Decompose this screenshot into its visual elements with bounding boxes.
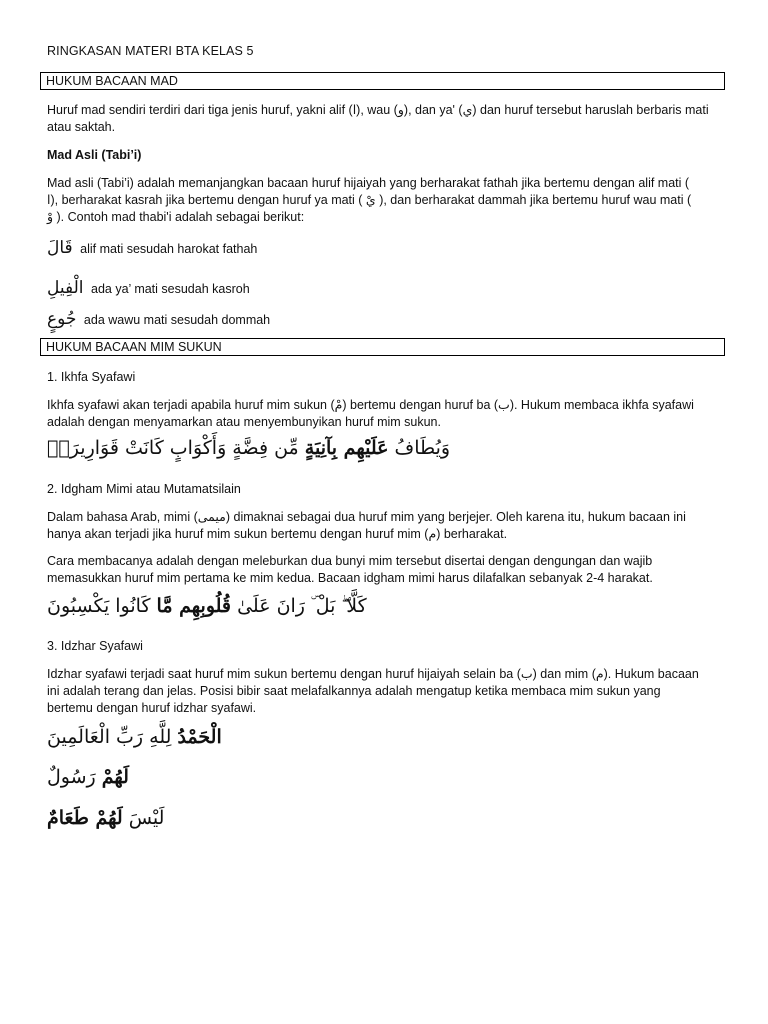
idzhar-example-1 [47, 726, 222, 748]
mad-intro-paragraph: Huruf mad sendiri terdiri dari tiga jenis huruf, yakni alif (ا), wau (و), dan ya' (ي) dan huruf tersebut haruslah berbaris mati atau saktah. [47, 103, 709, 134]
example-label: ada ya’ mati sesudah kasroh [91, 282, 250, 296]
phrase-part: رَسُولٌ [47, 766, 96, 788]
paragraph-line: Ikhfa syafawi akan terjadi apabila huruf mim sukun (مْ) bertemu dengan huruf ba (ب). Hukum membaca ikhfa syafawi [47, 398, 694, 412]
phrase-highlight: لَهُمْ طَعَامٌ [47, 807, 123, 829]
phrase-part: لَيْسَ [128, 807, 165, 829]
paragraph-line: Cara membacanya adalah dengan meleburkan dua bunyi mim tersebut disertai dengan dengungan dan wajib [47, 554, 653, 568]
ikhfa-paragraph [47, 397, 727, 431]
verse-part: مِّن فِضَّةٍ وَأَكْوَابٍ كَانَتْ قَوَارِيرَا۠ [47, 437, 299, 459]
paragraph-line: adalah dengan menyamarkan atau menyembunyikan huruf mim sukun. [47, 415, 441, 429]
idzhar-example-3 [47, 807, 165, 829]
mad-asli-definition [47, 175, 727, 226]
example-label: alif mati sesudah harokat fathah [80, 242, 258, 256]
mad-example-2 [47, 280, 250, 298]
phrase-part: لِلَّهِ رَبِّ الْعَالَمِينَ [47, 726, 172, 748]
section-header-mim-sukun: HUKUM BACAAN MIM SUKUN [40, 338, 725, 356]
idgham-title: 2. Idgham Mimi atau Mutamatsilain [47, 482, 241, 496]
mad-example-3 [47, 311, 270, 329]
definition-line: وْ ). Contoh mad thabi'i adalah sebagai berikut: [47, 210, 305, 224]
phrase-highlight: لَهُمْ [101, 766, 129, 788]
paragraph-line: ini adalah terang dan jelas. Posisi bibir saat melafalkannya adalah mengatup ketika membaca mim sukun yang [47, 684, 661, 698]
arabic-verse [47, 437, 451, 459]
example-label: ada wawu mati sesudah dommah [83, 313, 271, 327]
paragraph-line: Dalam bahasa Arab, mimi (ميمى) dimaknai sebagai dua huruf mim yang berjejer. Oleh karena itu, hukum bacaan ini [47, 510, 686, 524]
arabic-verse [47, 595, 367, 617]
definition-line: Mad asli (Tabi’i) adalah memanjangkan bacaan huruf hijaiyah yang berharakat fathah jika bertemu dengan alif mati ( [47, 176, 690, 190]
paragraph-line: hanya akan terjadi jika huruf mim sukun bertemu dengan huruf mim (م) berharakat. [47, 527, 508, 541]
document-title: RINGKASAN MATERI BTA KELAS 5 [47, 44, 254, 58]
paragraph-line: bertemu dengan huruf idzhar syafawi. [47, 701, 257, 715]
mad-example-1 [47, 240, 257, 258]
verse-part: وَيُطَافُ [394, 437, 451, 459]
idgham-paragraph-1 [47, 509, 727, 543]
paragraph-line: memasukkan huruf mim pertama ke mim kedua. Bacaan idgham mimi harus dilafalkan sebanyak 2-4 harakat. [47, 571, 653, 585]
idzhar-paragraph [47, 666, 727, 717]
verse-highlight: قُلُوبِهِم مَّا [156, 595, 232, 617]
verse-highlight: عَلَيْهِم بِآنِيَةٍ [304, 437, 389, 459]
verse-part: كَانُوا يَكْسِبُونَ [47, 595, 151, 617]
idzhar-example-2 [47, 766, 129, 788]
arabic-word: قَالَ [47, 238, 73, 258]
arabic-phrase [47, 766, 129, 788]
arabic-phrase [47, 726, 222, 748]
arabic-word: جُوعٍ [47, 309, 77, 329]
idgham-verse [47, 595, 367, 617]
arabic-word: الْفِيلِ [47, 278, 84, 298]
verse-part: كَلَّا ۖ بَلْ ۜ رَانَ عَلَىٰ [237, 595, 367, 617]
arabic-phrase [47, 807, 165, 829]
idgham-paragraph-2 [47, 553, 727, 587]
phrase-highlight: الْحَمْدُ [177, 726, 222, 748]
idzhar-title: 3. Idzhar Syafawi [47, 639, 143, 653]
section-header-mad: HUKUM BACAAN MAD [40, 72, 725, 90]
ikhfa-title: 1. Ikhfa Syafawi [47, 370, 136, 384]
ikhfa-verse [47, 437, 451, 459]
definition-line: ا), berharakat kasrah jika bertemu dengan huruf ya mati ( يْ ), dan berharakat dammah jika bertemu huruf wau mati ( [47, 193, 692, 207]
paragraph-line: Idzhar syafawi terjadi saat huruf mim sukun bertemu dengan huruf hijaiyah selain ba (ب) dan mim (م). Hukum bacaan [47, 667, 699, 681]
mad-asli-heading: Mad Asli (Tabi’i) [47, 148, 142, 162]
